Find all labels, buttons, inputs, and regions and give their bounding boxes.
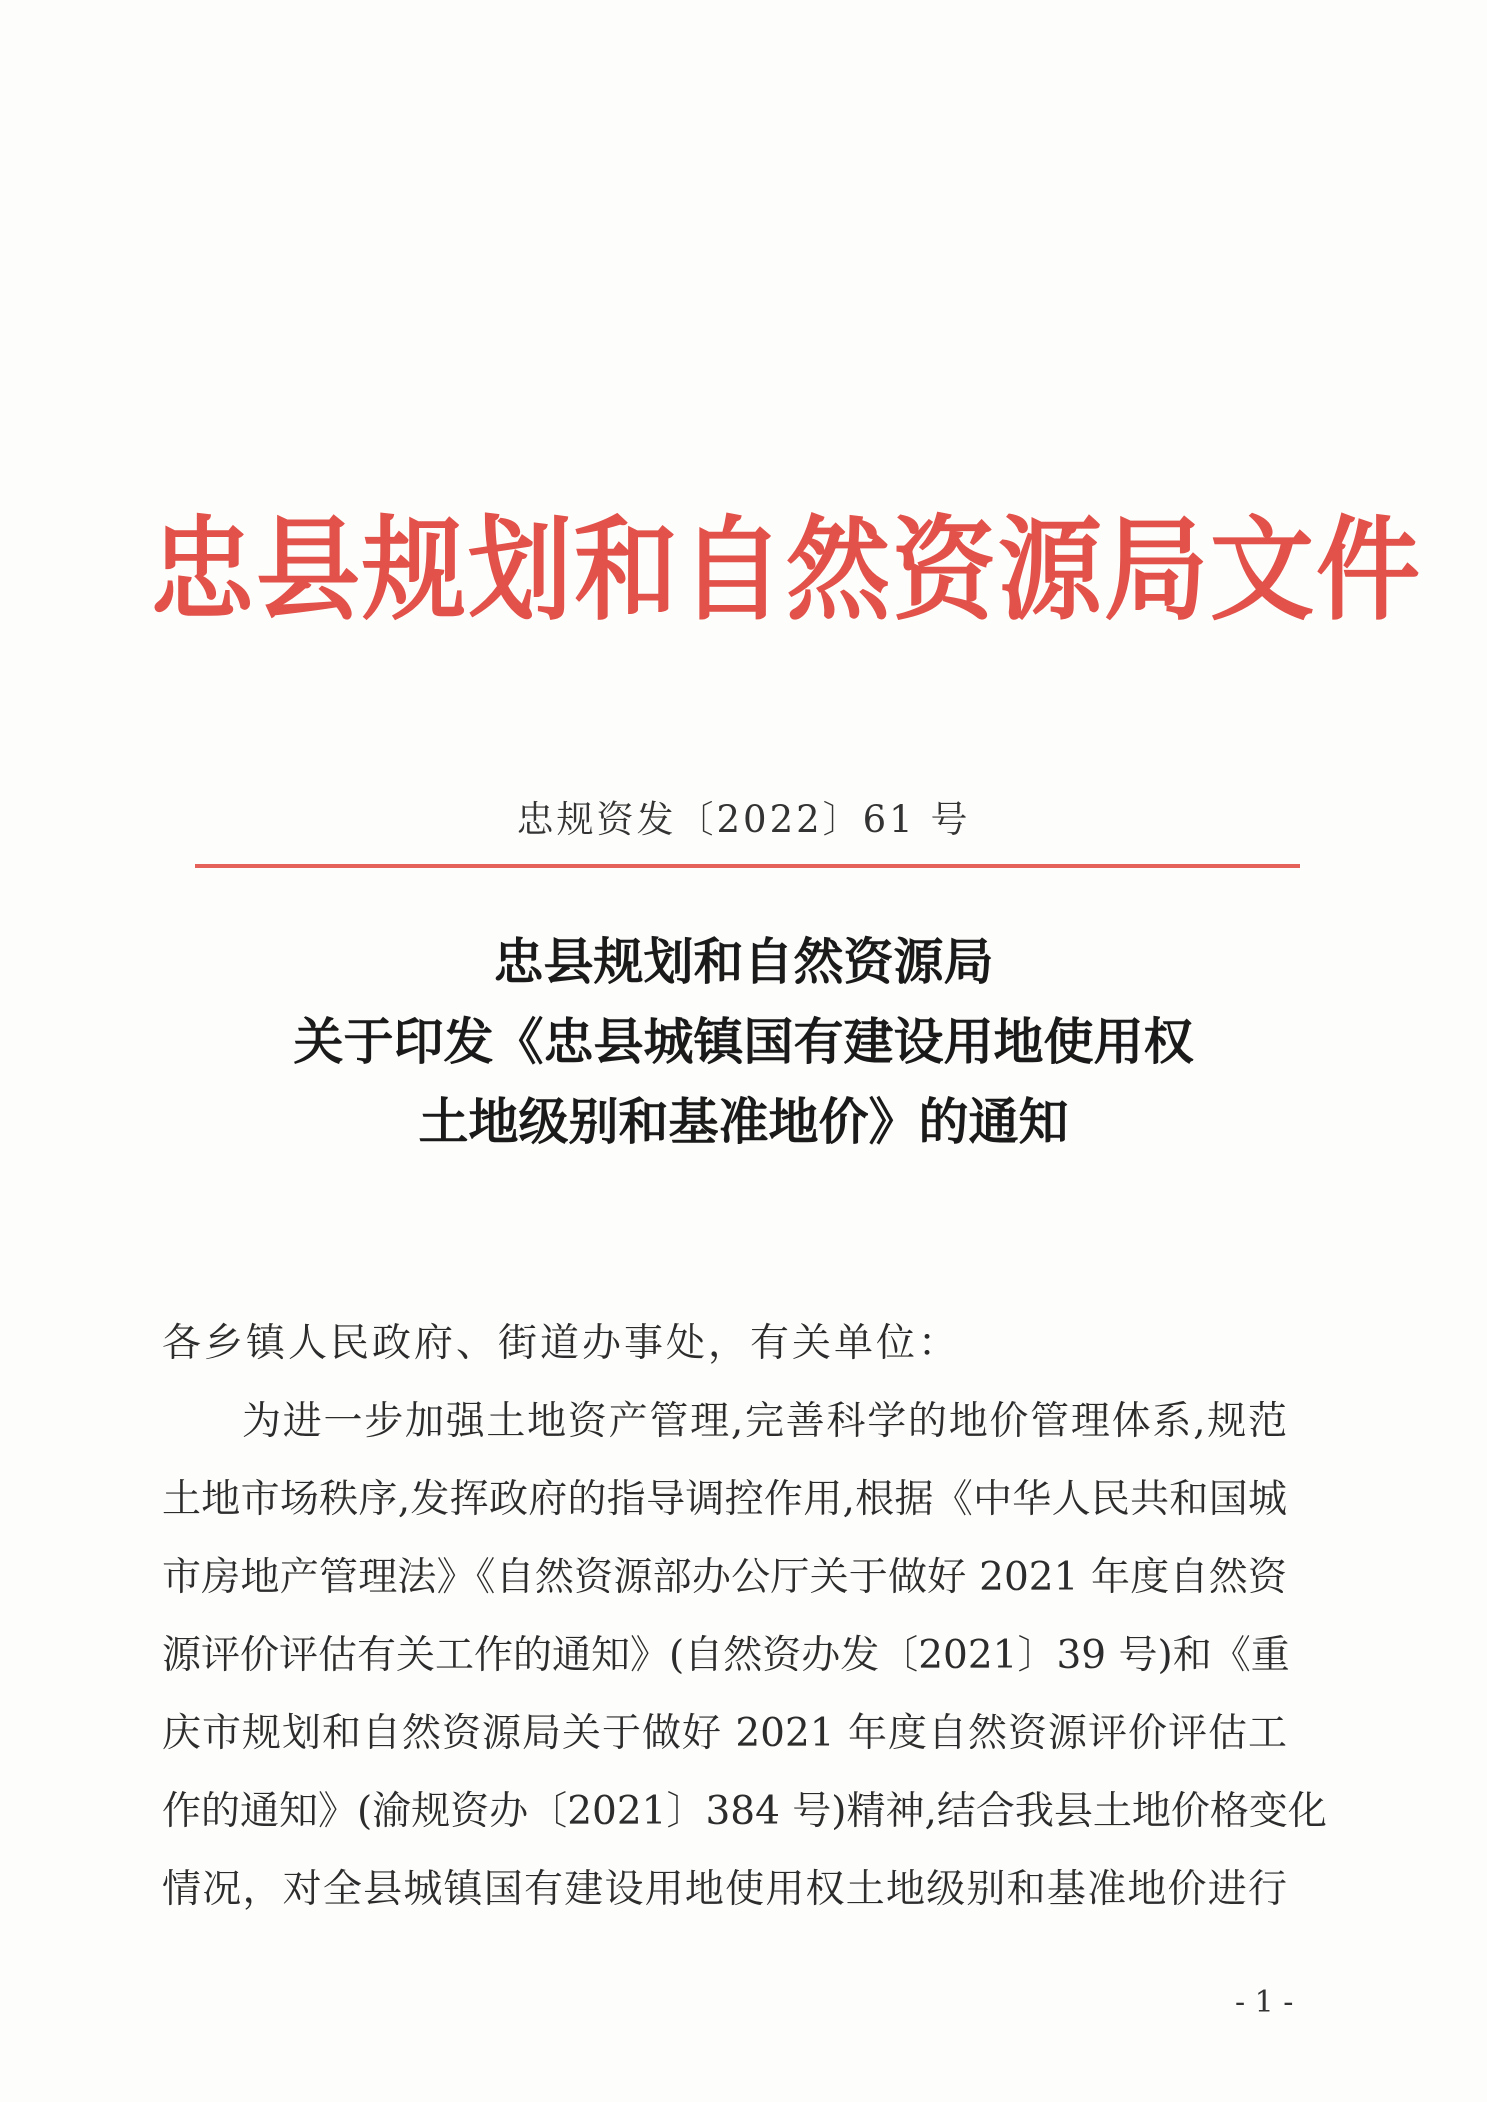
title-line-1: 忠县规划和自然资源局 xyxy=(493,932,994,991)
title-line-2: 关于印发《忠县城镇国有建设用地使用权 xyxy=(293,1012,1194,1071)
red-divider-line xyxy=(195,864,1300,868)
paragraph-line-6: 作的通知》(渝规资办〔2021〕384 号)精神,结合我县土地价格变化 xyxy=(162,1789,1327,1834)
title-line-3: 土地级别和基准地价》的通知 xyxy=(418,1092,1069,1151)
document-title xyxy=(0,922,1487,1162)
document-number: 忠规资发〔2022〕61 号 xyxy=(516,798,971,841)
paragraph-line-2: 土地市场秩序,发挥政府的指导调控作用,根据《中华人民共和国城 xyxy=(162,1477,1287,1522)
paragraph-line-4: 源评价评估有关工作的通知》(自然资办发〔2021〕39 号)和《重 xyxy=(162,1633,1290,1678)
paragraph-line-3: 市房地产管理法》《自然资源部办公厅关于做好 2021 年度自然资 xyxy=(162,1555,1287,1600)
document-body xyxy=(162,1305,1327,1929)
paragraph-line-5: 庆市规划和自然资源局关于做好 2021 年度自然资源评价评估工 xyxy=(162,1711,1287,1756)
paragraph-line-1: 为进一步加强土地资产管理,完善科学的地价管理体系,规范 xyxy=(242,1399,1287,1444)
page-number: - 1 - xyxy=(1235,1985,1294,2020)
issuer-banner: 忠县规划和自然资源局文件 xyxy=(150,504,1423,636)
paragraph-line-7: 情况，对全县城镇国有建设用地使用权土地级别和基准地价进行 xyxy=(162,1867,1287,1912)
salutation: 各乡镇人民政府、街道办事处，有关单位： xyxy=(162,1321,961,1366)
